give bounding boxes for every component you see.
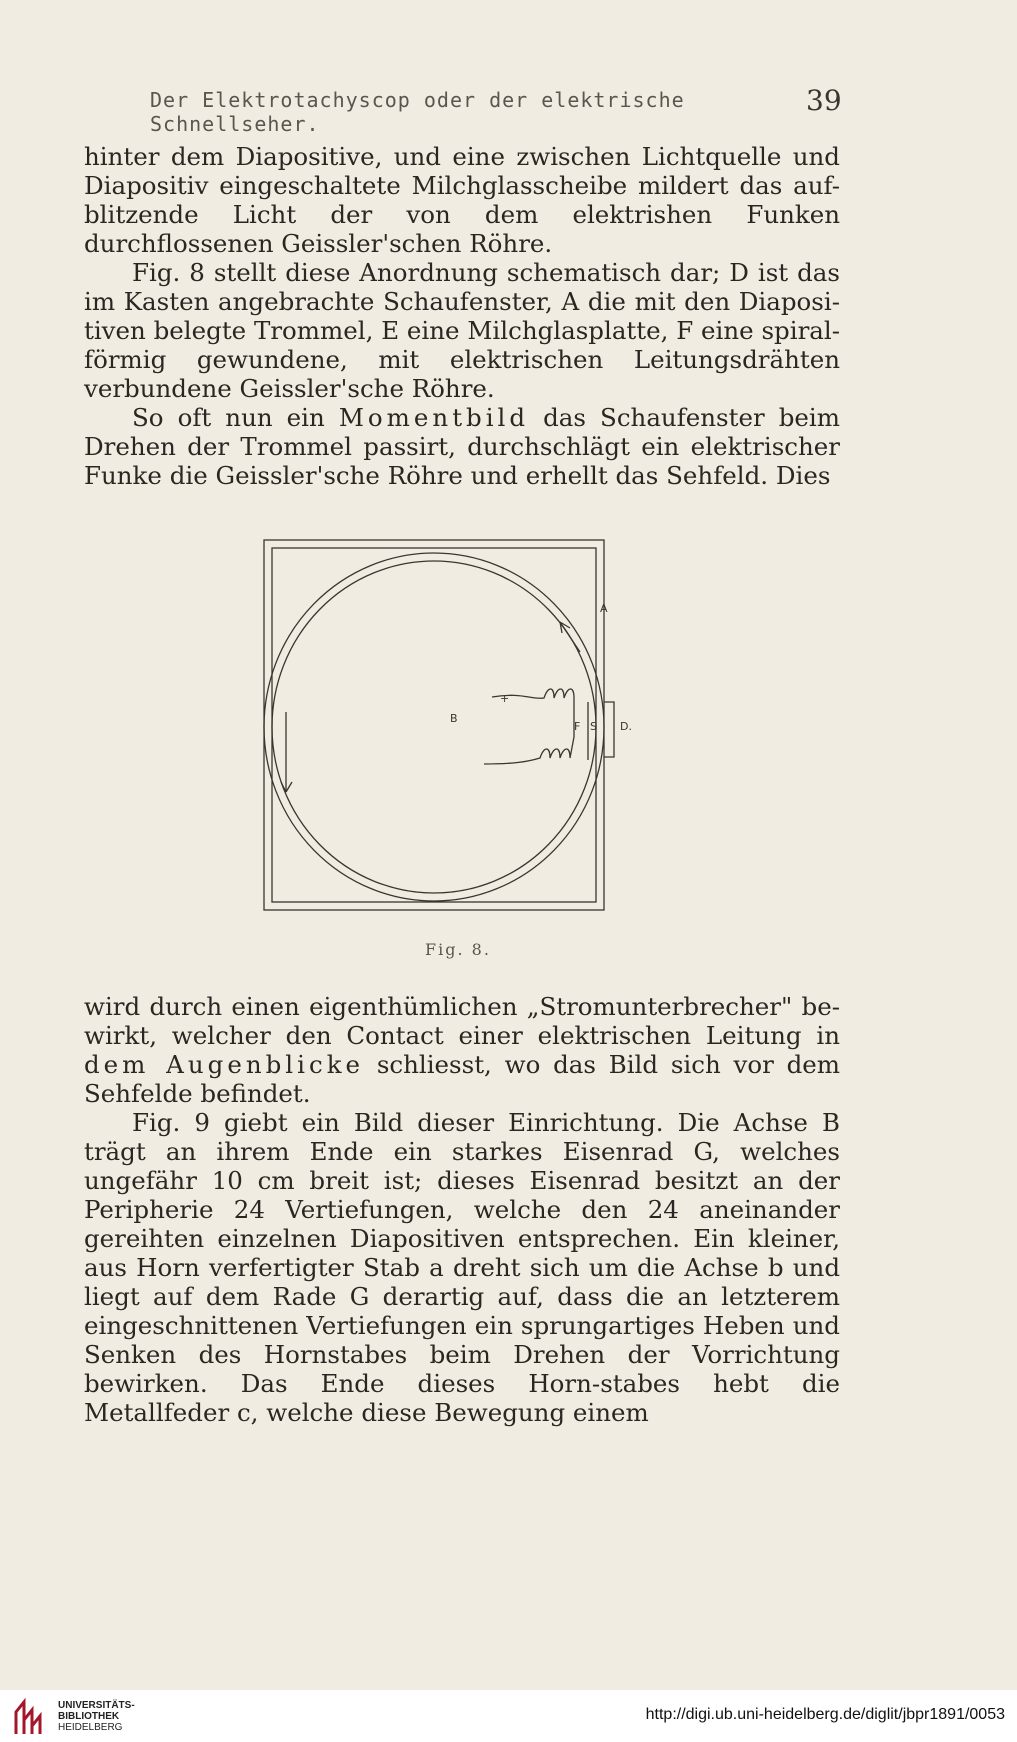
label-a: A	[600, 602, 608, 615]
digitization-footer	[0, 1690, 1017, 1742]
paragraph-3-end: das Schaufenster beim Drehen der Trommel passirt, durchschlägt ein elektrischer Funke die Geissler'sche Röhre und erhellt das Sehfeld. Dies	[84, 403, 840, 490]
paragraph-3	[84, 403, 840, 490]
text-block-bottom	[84, 992, 840, 1427]
library-logo-icon	[10, 1698, 50, 1738]
arrow-a-head	[560, 622, 570, 633]
label-s: S	[590, 720, 597, 733]
outer-box	[264, 540, 604, 910]
paragraph-4-end: schliesst, wo das Bild sich vor dem Sehfelde befindet.	[84, 1050, 840, 1108]
paragraph-4-start: wird durch einen eigenthümlichen „Stromunterbrecher" be-wirkt, welcher den Contact einer elektrischen Leitung in	[84, 992, 840, 1050]
label-f: F	[574, 720, 581, 733]
spaced-word-momentbild: Momentbild	[338, 403, 530, 432]
paragraph-2: Fig. 8 stellt diese Anordnung schematisch dar; D ist das im Kasten angebrachte Schaufenster, A die mit den Diaposi-tiven belegte Trommel, E eine Milchglasplatte, F eine spiral-förmig gewundene, mit elektrischen Leitungsdrähten verbundene Geissler'sche Röhre.	[84, 258, 840, 403]
library-line-2: BIBLIOTHEK	[58, 1711, 120, 1722]
label-b: B	[450, 712, 458, 725]
window-d	[604, 702, 614, 757]
label-d: D.	[620, 720, 632, 733]
tube-wire-bottom	[484, 737, 574, 764]
figure-caption: Fig. 8.	[425, 940, 491, 959]
source-url-link[interactable]: http://digi.ub.uni-heidelberg.de/diglit/jbpr1891/0053	[645, 1706, 1005, 1723]
library-line-1: UNIVERSITÄTS-	[58, 1700, 135, 1711]
library-line-3: HEIDELBERG	[58, 1722, 123, 1733]
drum-outer-circle	[264, 553, 604, 901]
label-plus: +	[500, 692, 510, 705]
spaced-phrase-dem-augenblicke: dem Augenblicke	[84, 1050, 365, 1079]
paragraph-3-start: So oft nun ein	[132, 403, 325, 432]
paragraph-5: Fig. 9 giebt ein Bild dieser Einrichtung. Die Achse B trägt an ihrem Ende ein starkes Eisenrad G, welches ungefähr 10 cm breit ist; dieses Eisenrad besitzt an der Peripherie 24 Vertiefungen, welche den 24 aneinander gereihten einzelnen Diapositiven entsprechen. Ein kleiner, aus Horn verfertigter Stab a dreht sich um die Achse b und liegt auf dem Rade G derartig auf, dass die an letzterem eingeschnittenen Vertiefungen ein sprungartiges Heben und Senken des Hornstabes beim Drehen der Vorrichtung bewirken. Das Ende dieses Horn-stabes hebt die Metallfeder c, welche diese Bewegung einem	[84, 1108, 840, 1427]
drum-inner-circle	[272, 561, 596, 893]
paragraph-1: hinter dem Diapositive, und eine zwischen Lichtquelle und Diapositiv eingeschaltete Milchglasscheibe mildert das auf-blitzende Licht der von dem elektrishen Funken durchflossenen Geissler'schen Röhre.	[84, 142, 840, 258]
figure-8-diagram	[252, 532, 672, 922]
arrow-a-shaft	[560, 622, 580, 652]
text-block-top	[84, 142, 840, 490]
inner-box	[272, 548, 596, 902]
page-number: 39	[806, 84, 842, 117]
paragraph-4	[84, 992, 840, 1108]
running-title: Der Elektrotachyscop oder der elektrische Schnellseher.	[150, 88, 685, 136]
library-name	[58, 1700, 135, 1733]
